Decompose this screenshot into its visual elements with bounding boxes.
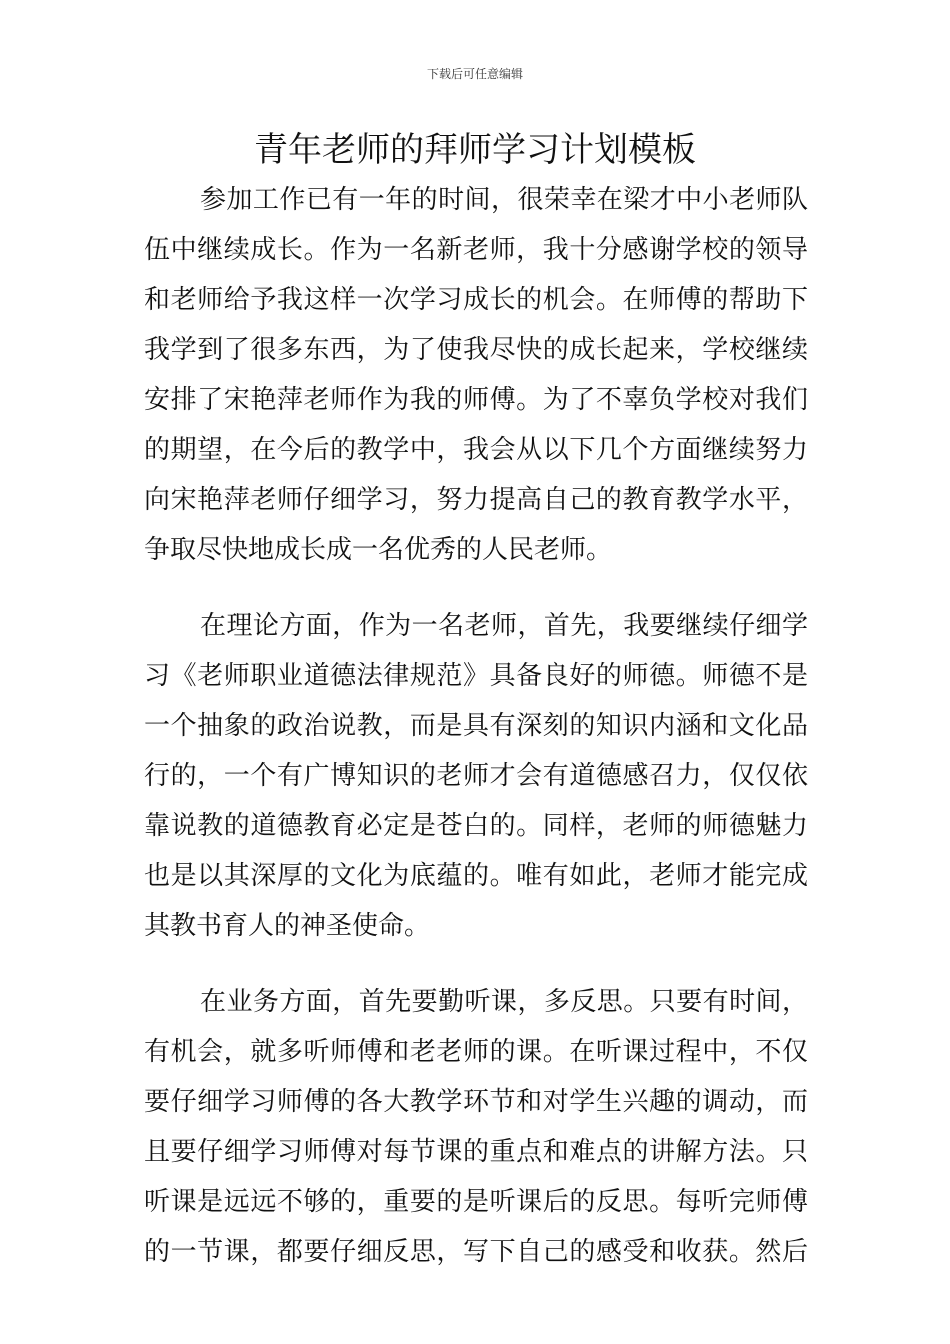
text-line: 在理论方面，作为一名老师，首先，我要继续仔细学 bbox=[200, 611, 808, 641]
paragraph-1 bbox=[144, 175, 808, 575]
text-line: 靠说教的道德教育必定是苍白的。同样，老师的师德魅力 bbox=[144, 811, 808, 841]
document-body bbox=[144, 175, 808, 1277]
text-line: 且要仔细学习师傅对每节课的重点和难点的讲解方法。只 bbox=[144, 1137, 808, 1167]
document-title: 青年老师的拜师学习计划模板 bbox=[254, 130, 696, 170]
header-note: 下载后可任意编辑 bbox=[426, 67, 523, 81]
text-line: 要仔细学习师傅的各大教学环节和对学生兴趣的调动，而 bbox=[144, 1087, 808, 1117]
paragraph-3 bbox=[144, 977, 808, 1277]
text-line: 也是以其深厚的文化为底蕴的。唯有如此，老师才能完成 bbox=[144, 861, 808, 891]
text-line: 听课是远远不够的，重要的是听课后的反思。每听完师傅 bbox=[144, 1187, 808, 1217]
text-line: 参加工作已有一年的时间，很荣幸在梁才中小老师队 bbox=[200, 185, 808, 215]
text-line: 争取尽快地成长成一名优秀的人民老师。 bbox=[144, 535, 613, 565]
text-line: 安排了宋艳萍老师作为我的师傅。为了不辜负学校对我们 bbox=[144, 385, 808, 415]
paragraph-2 bbox=[144, 601, 808, 951]
text-line: 一个抽象的政治说教，而是具有深刻的知识内涵和文化品 bbox=[144, 711, 808, 741]
text-line: 向宋艳萍老师仔细学习，努力提高自己的教育教学水平， bbox=[144, 485, 808, 515]
text-line: 行的，一个有广博知识的老师才会有道德感召力，仅仅依 bbox=[144, 761, 808, 791]
paragraph-gap bbox=[144, 951, 808, 977]
text-line: 的一节课，都要仔细反思，写下自己的感受和收获。然后 bbox=[144, 1237, 808, 1267]
paragraph-gap bbox=[144, 575, 808, 601]
text-line: 的期望，在今后的教学中，我会从以下几个方面继续努力 bbox=[144, 435, 808, 465]
text-line: 我学到了很多东西，为了使我尽快的成长起来，学校继续 bbox=[144, 335, 808, 365]
text-line: 伍中继续成长。作为一名新老师，我十分感谢学校的领导 bbox=[144, 235, 808, 265]
text-line: 有机会，就多听师傅和老老师的课。在听课过程中，不仅 bbox=[144, 1037, 808, 1067]
text-line: 其教书育人的神圣使命。 bbox=[144, 911, 431, 941]
text-line: 在业务方面，首先要勤听课，多反思。只要有时间， bbox=[200, 987, 808, 1017]
text-line: 和老师给予我这样一次学习成长的机会。在师傅的帮助下 bbox=[144, 285, 808, 315]
text-line: 习《老师职业道德法律规范》具备良好的师德。师德不是 bbox=[144, 661, 808, 691]
